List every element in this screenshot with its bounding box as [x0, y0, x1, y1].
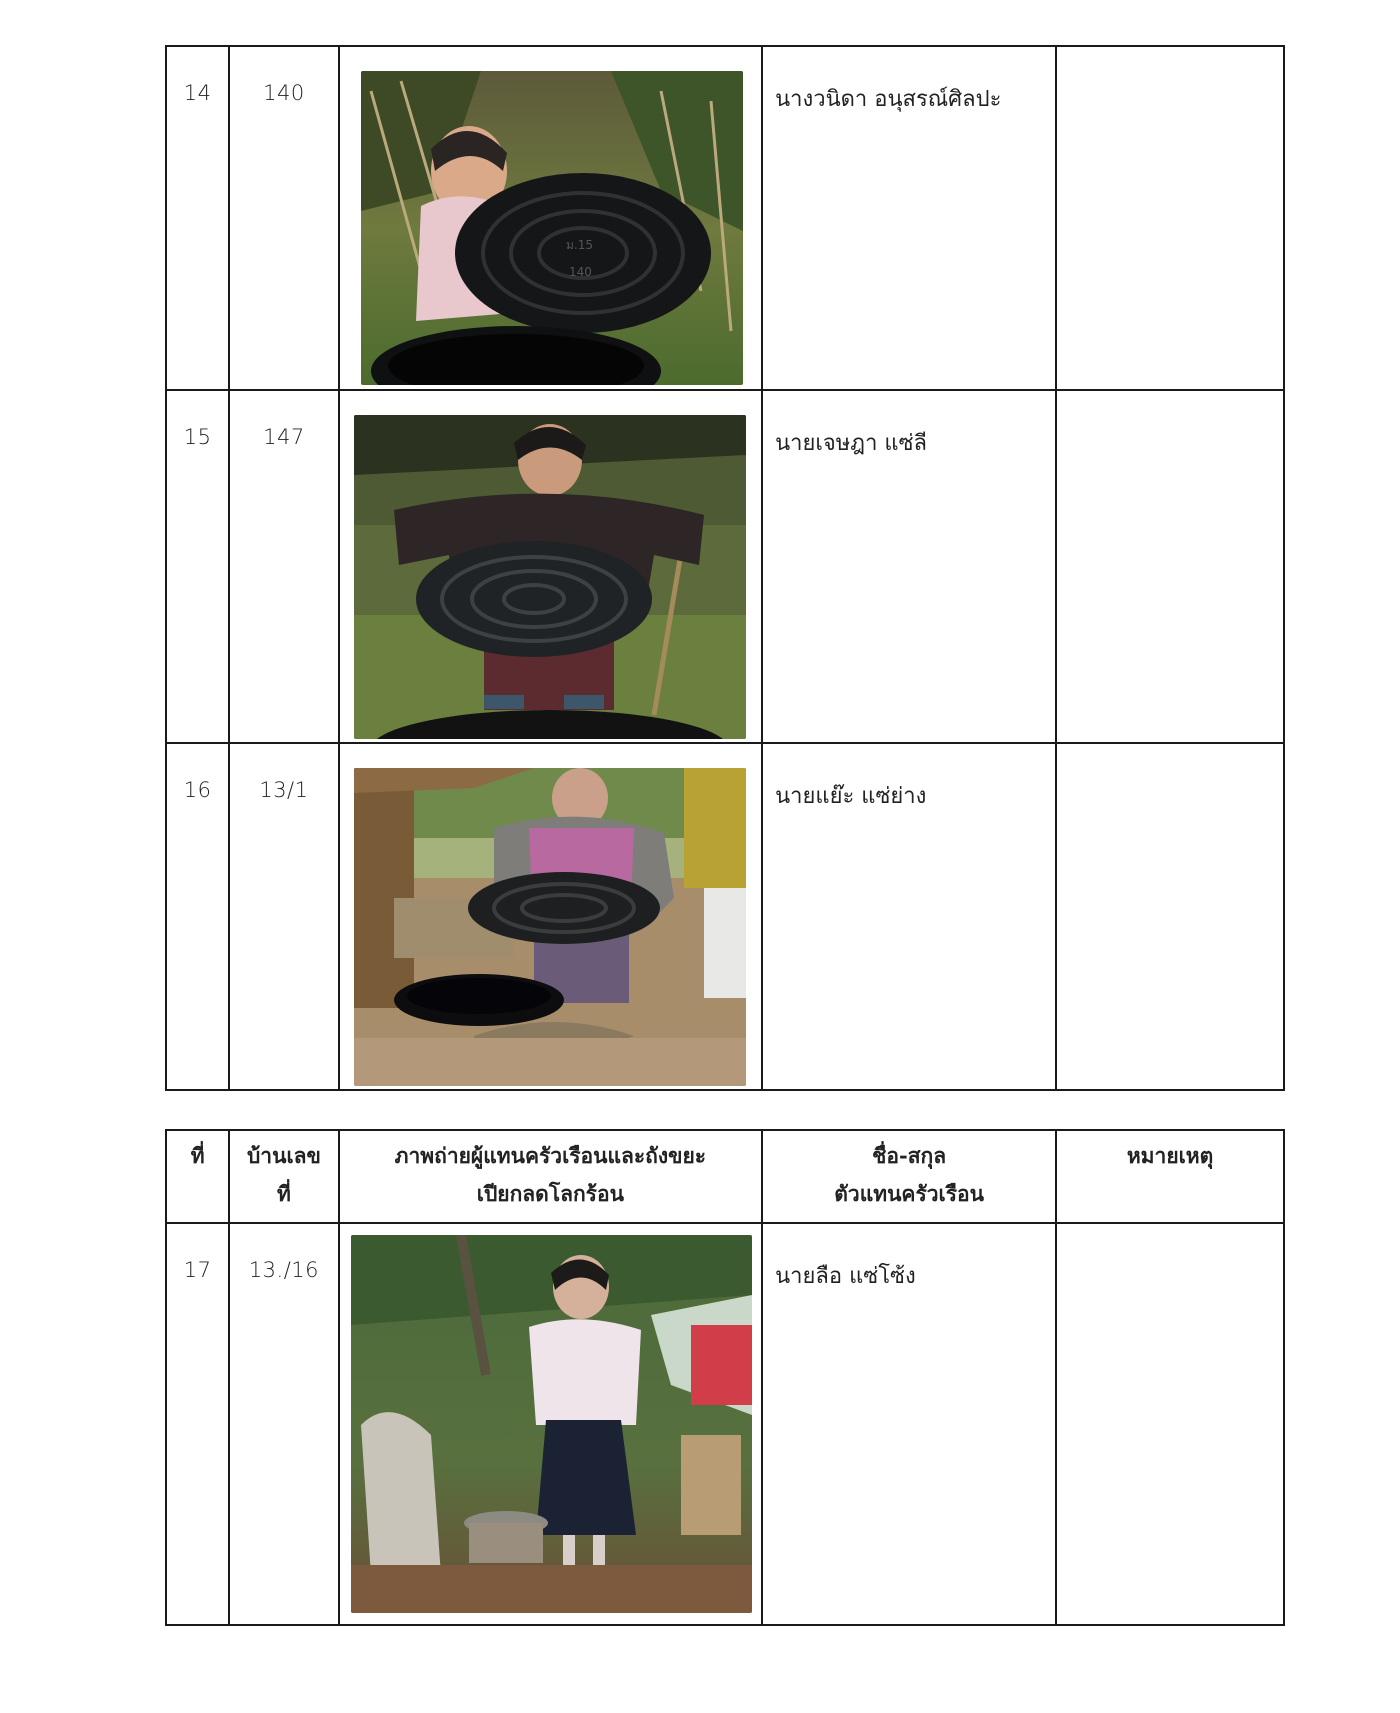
- household-name: นางวนิดา อนุสรณ์ศิลปะ: [762, 46, 1056, 390]
- table-row: [166, 46, 1284, 390]
- photo-cell: [339, 1223, 763, 1625]
- note-cell: [1056, 743, 1284, 1090]
- household-name: นายเจษฎา แซ่ลี: [762, 390, 1056, 743]
- house-number: 147: [229, 390, 338, 743]
- household-table-part-2: [165, 1129, 1285, 1626]
- table-header-row: [166, 1130, 1284, 1223]
- household-photo-15: [354, 415, 746, 739]
- note-cell: [1056, 390, 1284, 743]
- house-number: 140: [229, 46, 338, 390]
- lid-text-2: 140: [568, 265, 592, 279]
- header-note: หมายเหตุ: [1056, 1130, 1284, 1223]
- house-number: 13/1: [229, 743, 338, 1090]
- note-cell: [1056, 1223, 1284, 1625]
- lid-text-1: ม.15: [565, 238, 593, 252]
- household-name: นายแย๊ะ แซ่ย่าง: [762, 743, 1056, 1090]
- household-name: นายลือ แซ่โซ้ง: [762, 1223, 1056, 1625]
- row-number: 15: [166, 390, 229, 743]
- table-row: [166, 1223, 1284, 1625]
- household-table-part-1: [165, 45, 1285, 1091]
- photo-cell: [339, 390, 763, 743]
- note-cell: [1056, 46, 1284, 390]
- photo-cell: [339, 46, 763, 390]
- table-row: [166, 743, 1284, 1090]
- table-row: [166, 390, 1284, 743]
- header-no: ที่: [166, 1130, 229, 1223]
- header-name: ชื่อ-สกุล ตัวแทนครัวเรือน: [762, 1130, 1056, 1223]
- row-number: 16: [166, 743, 229, 1090]
- photo-cell: [339, 743, 763, 1090]
- household-photo-14: [361, 71, 743, 385]
- house-number: 13./16: [229, 1223, 338, 1625]
- household-photo-16: [354, 768, 746, 1086]
- header-house-number: บ้านเลข ที่: [229, 1130, 338, 1223]
- household-photo-17: [351, 1235, 752, 1613]
- row-number: 17: [166, 1223, 229, 1625]
- row-number: 14: [166, 46, 229, 390]
- header-photo: ภาพถ่ายผู้แทนครัวเรือนและถังขยะ เปียกลดโลกร้อน: [339, 1130, 763, 1223]
